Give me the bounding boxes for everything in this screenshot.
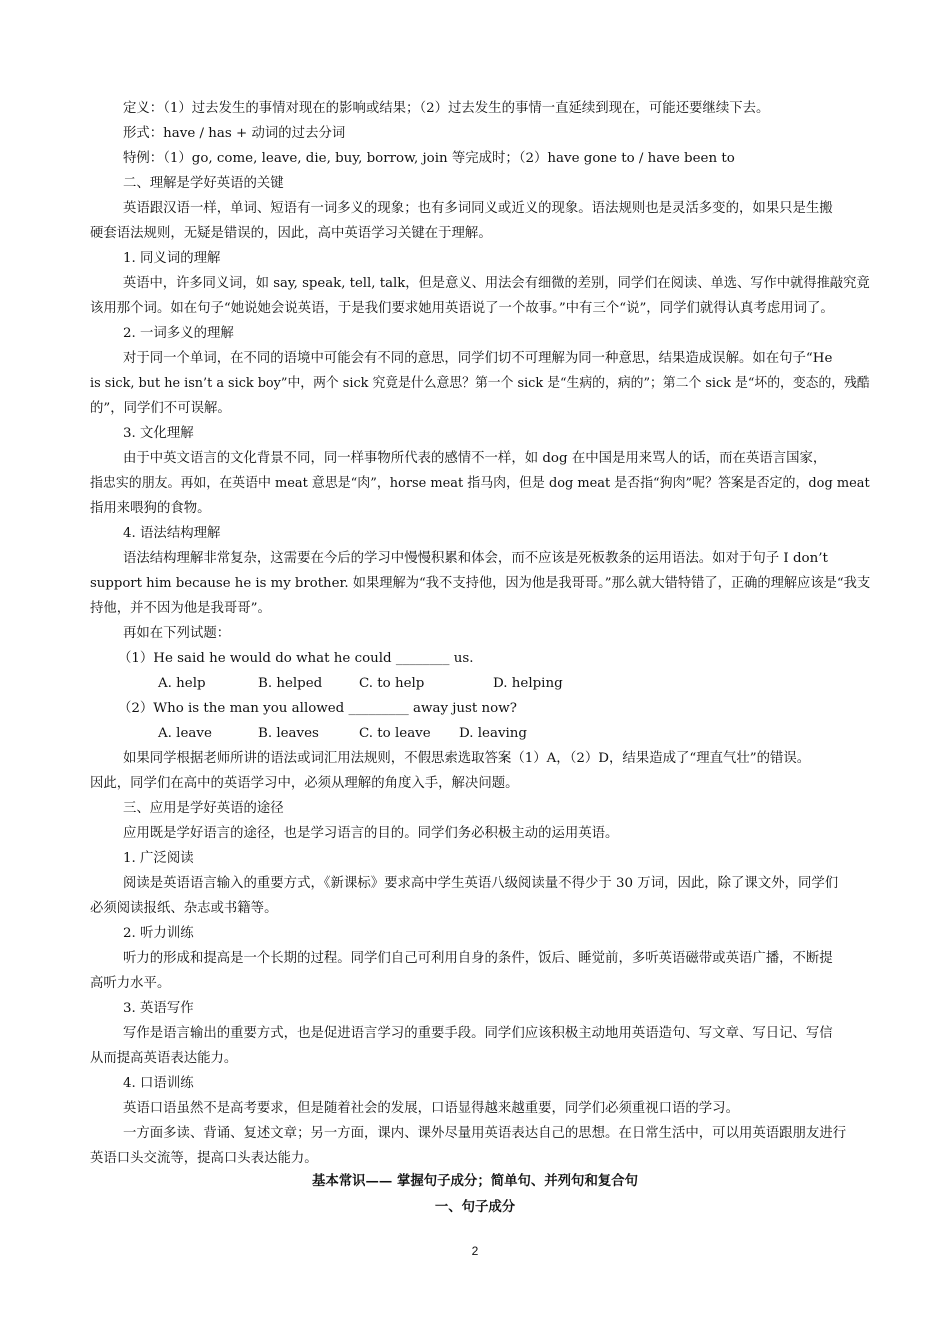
q1-option-a: A. help [158, 676, 206, 691]
q2-option-b: B. leaves [258, 726, 319, 741]
text-line: 定义：（1）过去发生的事情对现在的影响或结果；（2）过去发生的事情一直延续到现在，可能还要继续下去。 [123, 101, 770, 116]
text-line: 高听力水平。 [90, 976, 171, 991]
text-line: is sick, but he isn’t a sick boy”中，两个 sick 究竟是什么意思？第一个 sick 是“生病的，病的”；第二个 sick 是“坏的，变态的，残酷 [90, 376, 870, 391]
text-line: 写作是语言输出的重要方式，也是促进语言学习的重要手段。同学们应该积极主动地用英语造句、写文章、写日记、写信 [123, 1026, 833, 1041]
text-line: 语法结构理解非常复杂，这需要在今后的学习中慢慢积累和体会，而不应该是死板教条的运用语法。如对于句子 I don’t [123, 551, 828, 566]
text-line: 英语口语虽然不是高考要求，但是随着社会的发展，口语显得越来越重要，同学们必须重视口语的学习。 [123, 1101, 739, 1116]
text-line: 英语中，许多同义词，如 say, speak, tell, talk，但是意义、用法会有细微的差别，同学们在阅读、单选、写作中就得推敲究竟 [123, 276, 870, 291]
section-heading: 二、理解是学好英语的关键 [123, 176, 284, 191]
text-line: 阅读是英语语言输入的重要方式，《新课标》要求高中学生英语八级阅读量不得少于 30 万词，因此，除了课文外，同学们 [123, 876, 839, 891]
subsection-heading: 4. 口语训练 [123, 1076, 194, 1091]
question-1: （1）He said he would do what he could ________ us. [118, 651, 474, 666]
text-line: 听力的形成和提高是一个长期的过程。同学们自己可利用自身的条件，饭后、睡觉前，多听英语磁带或英语广播，不断提 [123, 951, 833, 966]
text-line: 该用那个词。如在句子“她说她会说英语，于是我们要求她用英语说了一个故事。”中有三个“说”，同学们就得认真考虑用词了。 [90, 301, 834, 316]
text-line: 对于同一个单词，在不同的语境中可能会有不同的意思，同学们切不可理解为同一种意思，结果造成误解。如在句子“He [123, 351, 833, 366]
text-line: 从而提高英语表达能力。 [90, 1051, 238, 1066]
text-line: 再如在下列试题： [123, 626, 231, 641]
page-number: 2 [471, 1244, 479, 1258]
q1-option-d: D. helping [493, 676, 563, 691]
text-line: 必须阅读报纸、杂志或书籍等。 [90, 901, 278, 916]
chapter-subtitle: 一、句子成分 [434, 1199, 516, 1215]
chapter-title: 基本常识—— 掌握句子成分；简单句、并列句和复合句 [311, 1173, 639, 1189]
text-line: 指用来喂狗的食物。 [90, 501, 211, 516]
q2-option-d: D. leaving [459, 726, 528, 741]
section-heading: 三、应用是学好英语的途径 [123, 801, 284, 816]
q2-option-a: A. leave [158, 726, 212, 741]
subsection-heading: 2. 听力训练 [123, 926, 194, 941]
subsection-heading: 4. 语法结构理解 [123, 526, 221, 541]
q1-option-b: B. helped [258, 676, 323, 691]
subsection-heading: 2. 一词多义的理解 [123, 326, 234, 341]
text-line: 硬套语法规则，无疑是错误的，因此，高中英语学习关键在于理解。 [90, 226, 492, 241]
q1-option-c: C. to help [359, 676, 425, 691]
text-line: 形式：have / has + 动词的过去分词 [123, 126, 346, 141]
subsection-heading: 1. 广泛阅读 [123, 851, 194, 866]
text-line: 特例：（1）go, come, leave, die, buy, borrow, join 等完成时；（2）have gone to / have been to [123, 151, 735, 166]
text-line: 如果同学根据老师所讲的语法或词汇用法规则，不假思索选取答案（1）A，（2）D，结果造成了“理直气壮”的错误。 [123, 751, 811, 766]
text-line: 指忠实的朋友。再如，在英语中 meat 意思是“肉”，horse meat 指马肉，但是 dog meat 是否指“狗肉”呢？答案是否定的，dog meat [90, 476, 870, 491]
text-line: 英语口头交流等，提高口头表达能力。 [90, 1151, 318, 1166]
subsection-heading: 1. 同义词的理解 [123, 251, 221, 266]
text-line: 应用既是学好语言的途径，也是学习语言的目的。同学们务必积极主动的运用英语。 [123, 826, 619, 841]
text-line: 持他，并不因为他是我哥哥”。 [90, 601, 271, 616]
q2-option-c: C. to leave [359, 726, 431, 741]
subsection-heading: 3. 英语写作 [123, 1001, 194, 1016]
text-line: 由于中英文语言的文化背景不同，同一样事物所代表的感情不一样，如 dog 在中国是用来骂人的话，而在英语言国家， [123, 451, 827, 466]
text-line: 因此，同学们在高中的英语学习中，必须从理解的角度入手，解决问题。 [90, 776, 519, 791]
question-2: （2）Who is the man you allowed _________ away just now? [118, 701, 517, 716]
text-line: 英语跟汉语一样，单词、短语有一词多义的现象；也有多词同义或近义的现象。语法规则也是灵活多变的，如果只是生搬 [123, 201, 833, 216]
text-line: 一方面多读、背诵、复述文章；另一方面，课内、课外尽量用英语表达自己的思想。在日常生活中，可以用英语跟朋友进行 [123, 1126, 847, 1141]
subsection-heading: 3. 文化理解 [123, 426, 194, 441]
text-line: 的”，同学们不可误解。 [90, 401, 231, 416]
text-line: support him because he is my brother. 如果理解为“我不支持他，因为他是我哥哥。”那么就大错特错了，正确的理解应该是“我支 [90, 576, 871, 591]
